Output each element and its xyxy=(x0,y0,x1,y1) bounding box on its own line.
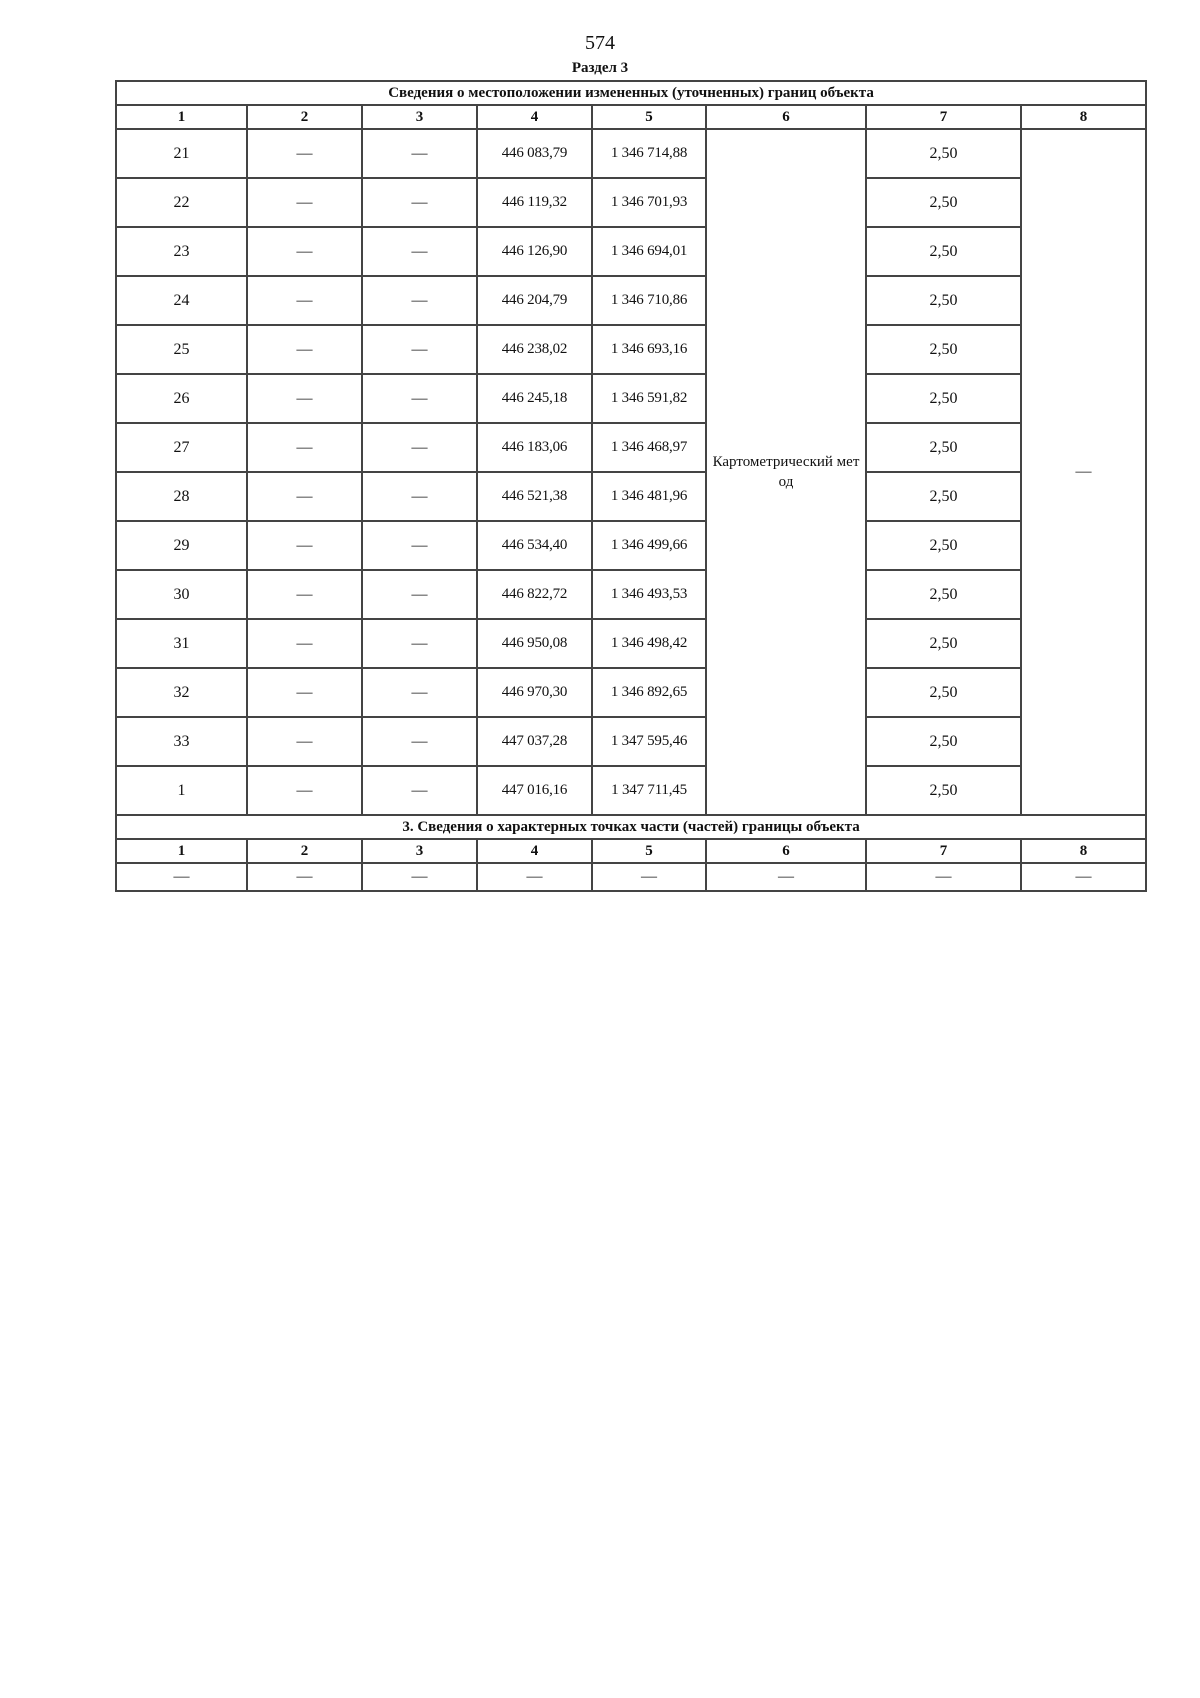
col2-cell: — xyxy=(247,766,362,815)
point-number-cell: 27 xyxy=(116,423,247,472)
precision-cell: 2,50 xyxy=(866,570,1021,619)
precision-cell: 2,50 xyxy=(866,766,1021,815)
point-number-cell: 22 xyxy=(116,178,247,227)
section-title: Раздел 3 xyxy=(571,60,629,76)
empty-cell: — xyxy=(362,863,477,891)
parts-table-column-numbers xyxy=(116,839,1146,863)
parts-table-title: 3. Сведения о характерных точках части (частей) границы объекта xyxy=(116,815,1146,839)
col3-cell: — xyxy=(362,423,477,472)
precision-cell: 2,50 xyxy=(866,276,1021,325)
col3-cell: — xyxy=(362,717,477,766)
col2-cell: — xyxy=(247,668,362,717)
col3-cell: — xyxy=(362,129,477,178)
precision-cell: 2,50 xyxy=(866,423,1021,472)
method-text: Картометрический метод xyxy=(712,454,860,490)
y-coordinate-cell: 1 346 481,96 xyxy=(592,472,706,521)
precision-cell: 2,50 xyxy=(866,374,1021,423)
table-row xyxy=(116,129,1146,178)
col2-cell: — xyxy=(247,129,362,178)
empty-cell: — xyxy=(247,863,362,891)
column-number: 5 xyxy=(592,839,706,863)
y-coordinate-cell: 1 346 892,65 xyxy=(592,668,706,717)
method-cell xyxy=(706,129,866,815)
col3-cell: — xyxy=(362,227,477,276)
y-coordinate-cell: 1 347 595,46 xyxy=(592,717,706,766)
y-coordinate-cell: 1 346 710,86 xyxy=(592,276,706,325)
column-number: 3 xyxy=(362,839,477,863)
precision-cell: 2,50 xyxy=(866,472,1021,521)
table-row xyxy=(116,619,1146,668)
x-coordinate-cell: 446 521,38 xyxy=(477,472,592,521)
column-number: 7 xyxy=(866,105,1021,129)
point-number-cell: 32 xyxy=(116,668,247,717)
table-row xyxy=(116,717,1146,766)
table-row xyxy=(116,521,1146,570)
y-coordinate-cell: 1 347 711,45 xyxy=(592,766,706,815)
col3-cell: — xyxy=(362,521,477,570)
point-number-cell: 30 xyxy=(116,570,247,619)
col2-cell: — xyxy=(247,423,362,472)
empty-cell: — xyxy=(1021,863,1146,891)
y-coordinate-cell: 1 346 701,93 xyxy=(592,178,706,227)
col3-cell: — xyxy=(362,325,477,374)
col3-cell: — xyxy=(362,668,477,717)
precision-cell: 2,50 xyxy=(866,668,1021,717)
col2-cell: — xyxy=(247,325,362,374)
col2-cell: — xyxy=(247,717,362,766)
y-coordinate-cell: 1 346 498,42 xyxy=(592,619,706,668)
point-number-cell: 28 xyxy=(116,472,247,521)
empty-cell: — xyxy=(592,863,706,891)
table-row xyxy=(116,374,1146,423)
x-coordinate-cell: 446 534,40 xyxy=(477,521,592,570)
point-number-cell: 1 xyxy=(116,766,247,815)
empty-cell: — xyxy=(866,863,1021,891)
col2-cell: — xyxy=(247,472,362,521)
col3-cell: — xyxy=(362,619,477,668)
point-number-cell: 21 xyxy=(116,129,247,178)
col3-cell: — xyxy=(362,374,477,423)
main-table-title-row xyxy=(116,81,1146,105)
x-coordinate-cell: 447 037,28 xyxy=(477,717,592,766)
y-coordinate-cell: 1 346 694,01 xyxy=(592,227,706,276)
x-coordinate-cell: 446 950,08 xyxy=(477,619,592,668)
precision-cell: 2,50 xyxy=(866,129,1021,178)
x-coordinate-cell: 446 119,32 xyxy=(477,178,592,227)
column-number: 4 xyxy=(477,839,592,863)
col2-cell: — xyxy=(247,570,362,619)
col2-cell: — xyxy=(247,227,362,276)
parts-table-title-row xyxy=(116,815,1146,839)
table-row xyxy=(116,668,1146,717)
y-coordinate-cell: 1 346 714,88 xyxy=(592,129,706,178)
precision-cell: 2,50 xyxy=(866,717,1021,766)
main-table-title: Сведения о местоположении измененных (уточненных) границ объекта xyxy=(116,81,1146,105)
col2-cell: — xyxy=(247,374,362,423)
y-coordinate-cell: 1 346 499,66 xyxy=(592,521,706,570)
table-row xyxy=(116,766,1146,815)
column-number: 2 xyxy=(247,105,362,129)
coordinates-table xyxy=(115,80,1147,892)
table-body xyxy=(116,81,1146,891)
point-number-cell: 24 xyxy=(116,276,247,325)
main-table-column-numbers xyxy=(116,105,1146,129)
page-number: 574 xyxy=(585,32,615,54)
parts-table-empty-row xyxy=(116,863,1146,891)
x-coordinate-cell: 446 238,02 xyxy=(477,325,592,374)
x-coordinate-cell: 446 183,06 xyxy=(477,423,592,472)
table-row xyxy=(116,227,1146,276)
col2-cell: — xyxy=(247,521,362,570)
point-number-cell: 31 xyxy=(116,619,247,668)
y-coordinate-cell: 1 346 591,82 xyxy=(592,374,706,423)
x-coordinate-cell: 446 204,79 xyxy=(477,276,592,325)
column-number: 8 xyxy=(1021,839,1146,863)
precision-cell: 2,50 xyxy=(866,619,1021,668)
col2-cell: — xyxy=(247,619,362,668)
col3-cell: — xyxy=(362,570,477,619)
empty-cell: — xyxy=(116,863,247,891)
x-coordinate-cell: 446 083,79 xyxy=(477,129,592,178)
table-row xyxy=(116,570,1146,619)
y-coordinate-cell: 1 346 493,53 xyxy=(592,570,706,619)
column-number: 3 xyxy=(362,105,477,129)
x-coordinate-cell: 446 970,30 xyxy=(477,668,592,717)
col2-cell: — xyxy=(247,276,362,325)
table-row xyxy=(116,276,1146,325)
precision-cell: 2,50 xyxy=(866,227,1021,276)
x-coordinate-cell: 447 016,16 xyxy=(477,766,592,815)
column-number: 4 xyxy=(477,105,592,129)
column-number: 2 xyxy=(247,839,362,863)
x-coordinate-cell: 446 126,90 xyxy=(477,227,592,276)
column-number: 1 xyxy=(116,105,247,129)
column-number: 5 xyxy=(592,105,706,129)
table-row xyxy=(116,325,1146,374)
precision-cell: 2,50 xyxy=(866,178,1021,227)
col3-cell: — xyxy=(362,276,477,325)
y-coordinate-cell: 1 346 693,16 xyxy=(592,325,706,374)
precision-cell: 2,50 xyxy=(866,521,1021,570)
table-row xyxy=(116,472,1146,521)
col3-cell: — xyxy=(362,178,477,227)
column-number: 7 xyxy=(866,839,1021,863)
column-number: 1 xyxy=(116,839,247,863)
x-coordinate-cell: 446 822,72 xyxy=(477,570,592,619)
column-number: 6 xyxy=(706,105,866,129)
column-number: 6 xyxy=(706,839,866,863)
point-number-cell: 23 xyxy=(116,227,247,276)
precision-cell: 2,50 xyxy=(866,325,1021,374)
col8-cell: — xyxy=(1021,129,1146,815)
table-row xyxy=(116,423,1146,472)
point-number-cell: 29 xyxy=(116,521,247,570)
point-number-cell: 33 xyxy=(116,717,247,766)
empty-cell: — xyxy=(706,863,866,891)
point-number-cell: 25 xyxy=(116,325,247,374)
table-row xyxy=(116,178,1146,227)
empty-cell: — xyxy=(477,863,592,891)
col3-cell: — xyxy=(362,766,477,815)
y-coordinate-cell: 1 346 468,97 xyxy=(592,423,706,472)
col2-cell: — xyxy=(247,178,362,227)
x-coordinate-cell: 446 245,18 xyxy=(477,374,592,423)
column-number: 8 xyxy=(1021,105,1146,129)
point-number-cell: 26 xyxy=(116,374,247,423)
col3-cell: — xyxy=(362,472,477,521)
